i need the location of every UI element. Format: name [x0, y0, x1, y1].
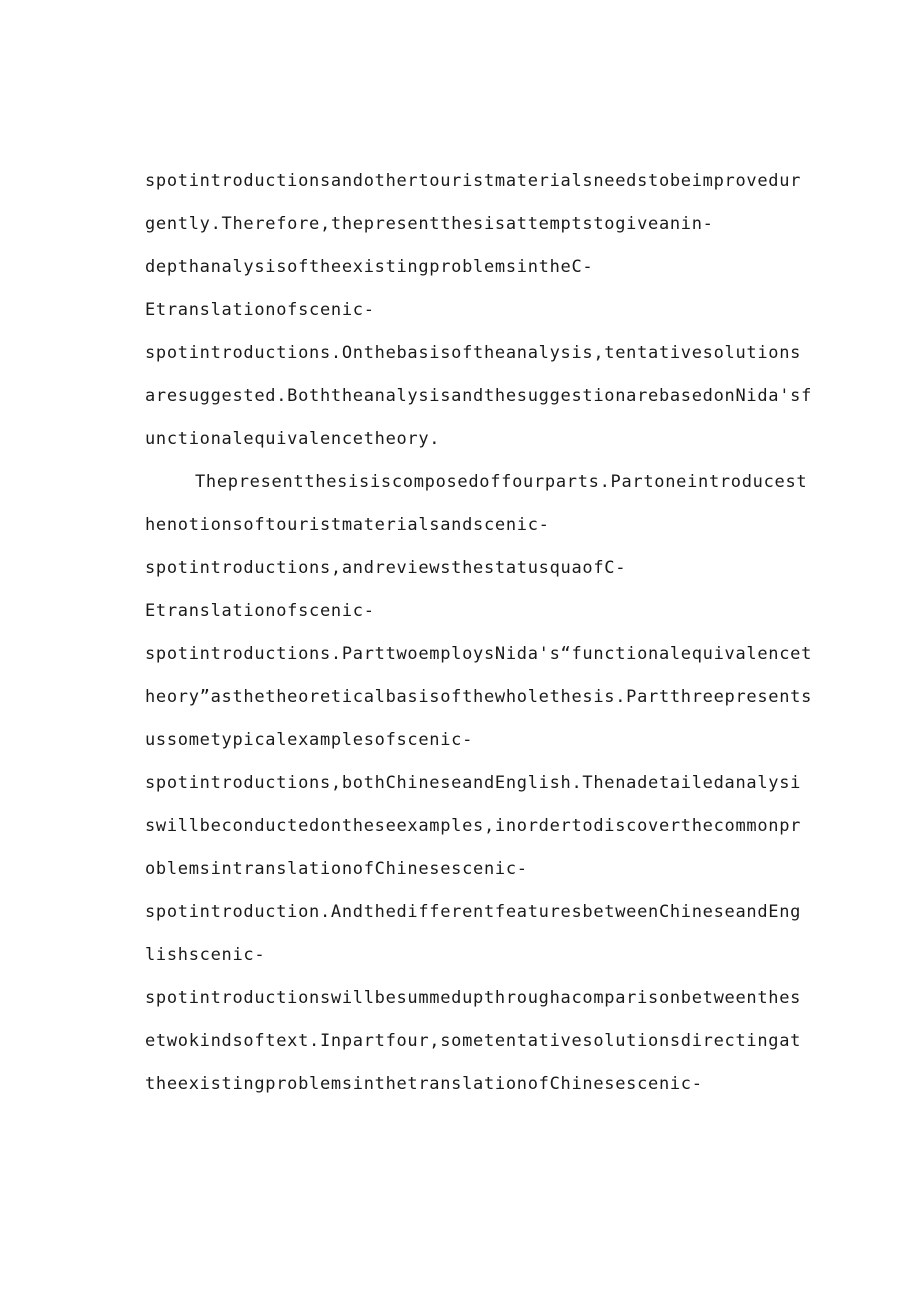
text-line: spotintroductions,andreviewsthestatusquaofC- [145, 558, 627, 578]
text-line: aresuggested.BoththeanalysisandthesuggestionarebasedonNida'sf [145, 386, 813, 406]
text-line: spotintroductionsandothertouristmaterialsneedstobeimprovedur [145, 171, 802, 191]
text-line: ussometypicalexamplesofscenic- [145, 730, 474, 750]
text-line: unctionalequivalencetheory. [145, 429, 441, 449]
body-text [145, 160, 813, 1106]
text-line: spotintroductions.Onthebasisoftheanalysis,tentativesolutions [145, 343, 802, 363]
text-line: spotintroductions,bothChineseandEnglish.Thenadetailedanalysi [145, 773, 802, 793]
text-line: spotintroductionswillbesummedupthroughacomparisonbetweenthes [145, 988, 802, 1008]
text-line: depthanalysisoftheexistingproblemsintheC- [145, 257, 594, 277]
text-line: henotionsoftouristmaterialsandscenic- [145, 515, 550, 535]
text-line: swillbeconductedontheseexamples,inordertodiscoverthecommonpr [145, 816, 802, 836]
text-line: theexistingproblemsinthetranslationofChinesescenic- [145, 1074, 703, 1094]
text-line: gently.Therefore,thepresentthesisattemptstogiveanin- [145, 214, 714, 234]
text-line: Etranslationofscenic- [145, 300, 375, 320]
text-line: etwokindsoftext.Inpartfour,sometentativesolutionsdirectingat [145, 1031, 802, 1051]
paragraph-first-line: Thepresentthesisiscomposedoffourparts.Partoneintroducest [195, 472, 808, 492]
text-line: heory”asthetheoreticalbasisofthewholethesis.Partthreepresents [145, 687, 813, 707]
text-line: spotintroductions.ParttwoemploysNida's“functionalequivalencet [145, 644, 813, 664]
text-line: spotintroduction.AndthedifferentfeaturesbetweenChineseandEng [145, 902, 802, 922]
text-line: lishscenic- [145, 945, 266, 965]
text-line: oblemsintranslationofChinesescenic- [145, 859, 528, 879]
text-line: Etranslationofscenic- [145, 601, 375, 621]
